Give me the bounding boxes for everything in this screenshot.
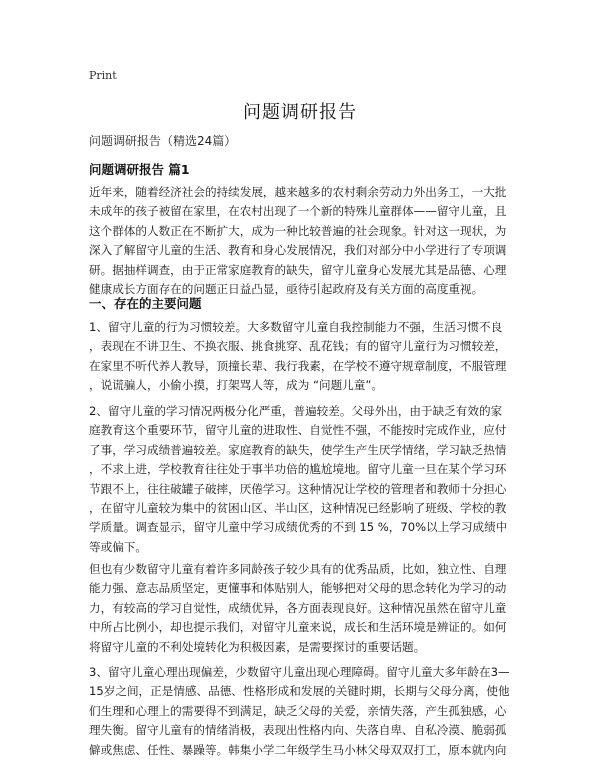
problem-3-paragraph bbox=[89, 663, 515, 760]
paragraph-line: 理失衡。留守儿童有的情绪消极，表现出性格内向、失落自卑、自私冷漠、脆弱孤 bbox=[89, 723, 507, 738]
paragraph-line: 近年来，随着经济社会的持续发展，越来越多的农村剩余劳动力外出务工，一大批 bbox=[89, 185, 507, 199]
paragraph-line: ，说谎骗人，小偷小摸，打架骂人等，成为 “问题儿童”。 bbox=[89, 378, 383, 393]
intro-paragraph bbox=[89, 183, 515, 299]
document-subtitle: 问题调研报告（精选24篇） bbox=[89, 134, 237, 148]
paragraph-line: 等或偏下。 bbox=[89, 539, 147, 554]
paragraph-line: 力，有较高的学习自觉性，成绩优异，各方面表现良好。这种情况虽然在留守儿童 bbox=[89, 600, 507, 615]
paragraph-line: 研。据抽样调查，由于正常家庭教育的缺失，留守儿童身心发展尤其是品德、心理 bbox=[89, 262, 507, 277]
page-title: 问题调研报告 bbox=[243, 102, 357, 123]
print-label[interactable]: Print bbox=[89, 69, 117, 82]
paragraph-line: 学质量。调查显示，留守儿童中学习成绩优秀的不到 15 %，70%以上学习成绩中 bbox=[89, 520, 508, 535]
paragraph-line: 能力强、意志品质坚定，更懂事和体贴别人，能够把对父母的思念转化为学习的动 bbox=[89, 581, 507, 596]
paragraph-line: 1、留守儿童的行为习惯较差。大多数留守儿童自我控制能力不强，生活习惯不良 bbox=[89, 320, 503, 334]
paragraph-line: 2、留守儿童的学习情况两极分化严重，普遍较差。父母外出，由于缺乏有效的家 bbox=[89, 404, 503, 418]
paragraph-line: 这个群体的人数正在不断扩大，成为一种比较普遍的社会现象。针对这一现状，为 bbox=[89, 223, 507, 238]
paragraph-line: 中所占比例小，却也提示我们，对留守儿童来说，成长和生活环境是辨证的。如何 bbox=[89, 620, 507, 635]
paragraph-line: ，不求上进，学校教育往往处于事半功倍的尴尬境地。留守儿童一旦在某个学习环 bbox=[89, 462, 507, 477]
paragraph-line: 将留守儿童的不利处境转化为积极因素，是需要探讨的重要话题。 bbox=[89, 639, 426, 654]
paragraph-line: 深入了解留守儿童的生活、教育和身心发展情况，我们对部分中小学进行了专项调 bbox=[89, 243, 507, 258]
paragraph-line: 们生理和心理上的需要得不到满足，缺乏父母的关爱，亲情失落，产生孤独感，心 bbox=[89, 703, 507, 718]
paragraph-line: 节跟不上，往往破罐子破摔，厌倦学习。这种情况让学校的管理者和教师十分担心 bbox=[89, 481, 507, 496]
paragraph-line: ，在留守儿童较为集中的贫困山区、半山区，这种情况已经影响了班级、学校的教 bbox=[89, 500, 507, 515]
problem-1-paragraph bbox=[89, 318, 515, 396]
paragraph-line: 15岁之间，正是情感、品德、性格形成和发展的关键时期，长期与父母分离，使他 bbox=[89, 684, 510, 699]
problem-2-paragraph bbox=[89, 402, 515, 557]
paragraph-line: 了事，学习成绩普遍较差。家庭教育的缺失，使学生产生厌学情绪，学习缺乏热情 bbox=[89, 442, 507, 457]
paragraph-line: 健康成长方面存在的问题正日益凸显，亟待引起政府及有关方面的高度重视。 bbox=[89, 281, 484, 296]
paragraph-line: 僻或焦虑、任性、暴躁等。韩集小学二年级学生马小林父母双双打工，原本就内向 bbox=[89, 742, 507, 757]
paragraph-line: 3、留守儿童心理出现偏差，少数留守儿童出现心理障碍。留守儿童大多年龄在3— bbox=[89, 665, 510, 679]
paragraph-line: 庭教育这个重要环节，留守儿童的进取性、自觉性不强，不能按时完成作业，应付 bbox=[89, 423, 507, 438]
section-heading: 问题调研报告 篇1 bbox=[89, 162, 190, 177]
paragraph-line: 未成年的孩子被留在家里，在农村出现了一个新的特殊儿童群体——留守儿童，且 bbox=[89, 204, 507, 219]
paragraph-line: ，表现在不讲卫生、不换衣服、挑食挑穿、乱花钱；有的留守儿童行为习惯较差， bbox=[89, 339, 507, 354]
paragraph-line: 但也有少数留守儿童有着许多同龄孩子较少具有的优秀品质，比如，独立性、自理 bbox=[89, 562, 507, 576]
paragraph-line: 在家里不听代养人教导，顶撞长辈、我行我素，在学校不遵守规章制度，不服管理 bbox=[89, 358, 507, 373]
problems-heading: 一、存在的主要问题 bbox=[89, 296, 202, 311]
positive-paragraph bbox=[89, 560, 515, 657]
